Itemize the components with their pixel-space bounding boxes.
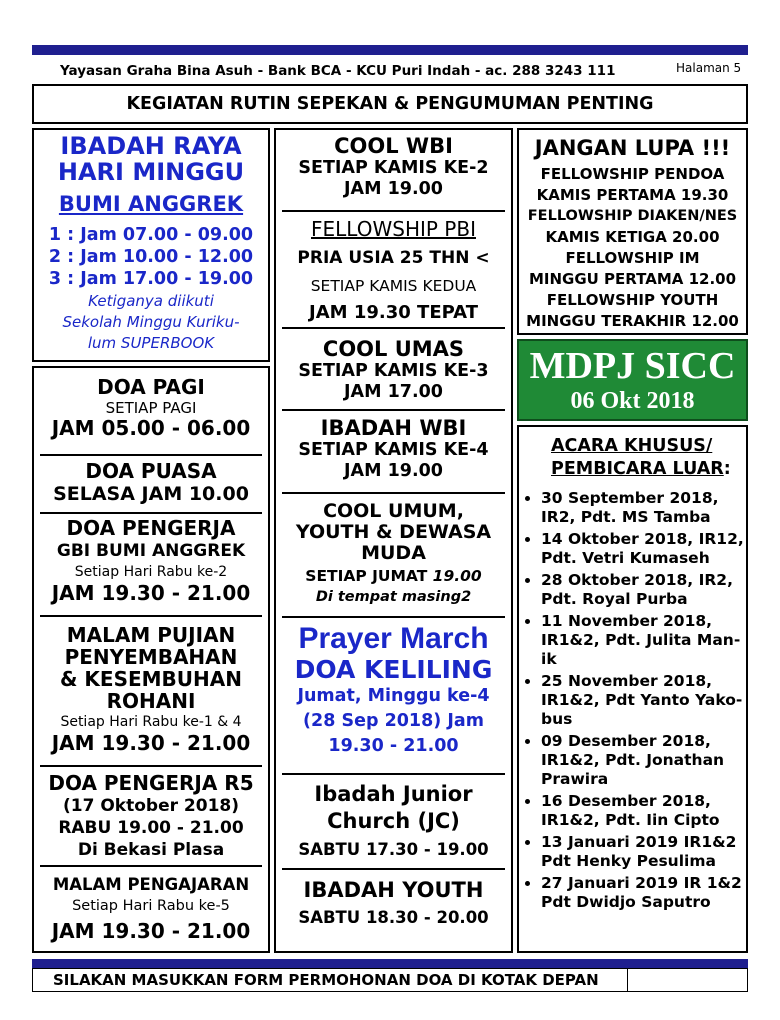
mdpj-date: 06 Okt 2018: [570, 388, 695, 414]
page-number: Halaman 5: [676, 61, 742, 75]
mdpj-banner: [517, 339, 748, 421]
malam-pujian-line2: PENYEMBAHAN: [64, 645, 238, 669]
jangan-lupa-box: [517, 128, 748, 335]
pengajaran-schedule: Setiap Hari Rabu ke-5: [72, 898, 230, 914]
acara-item: • 09 Desember 2018, IR1&2, Pdt. Jonathan Prawira: [541, 732, 745, 789]
cool-umum-time: 19.00: [432, 567, 482, 585]
org-bank-line: Yayasan Graha Bina Asuh - Bank BCA - KCU Puri Indah - ac. 288 3243 111: [60, 63, 616, 79]
footer-box: [32, 968, 748, 992]
doa-pengerja-time: JAM 19.30 - 21.00: [51, 581, 251, 605]
cool-umum-place: Di tempat masing2: [315, 589, 472, 605]
malam-pujian-line1: MALAM PUJIAN: [66, 623, 236, 647]
doa-r5-time: RABU 19.00 - 21.00: [58, 818, 244, 838]
page-title-text: KEGIATAN RUTIN SEPEKAN & PENGUMUMAN PENTING: [126, 94, 654, 114]
doa-pengerja: [34, 517, 268, 605]
cool-umum-line1: COOL UMUM,: [323, 500, 464, 522]
reminder-line-8: MINGGU TERAKHIR 12.00: [526, 312, 739, 330]
ibadah-raya-box: [32, 128, 270, 362]
prayer-march-line2: (28 Sep 2018) Jam: [303, 711, 484, 731]
cool-umas-schedule: SETIAP KAMIS KE-3: [298, 361, 489, 381]
ibadah-note-1: Ketiganya diikuti: [88, 292, 214, 310]
malam-pujian-line4: ROHANI: [106, 689, 196, 713]
cool-wbi-schedule: SETIAP KAMIS KE-2: [298, 158, 489, 178]
junior-line1: Ibadah Junior: [314, 782, 473, 806]
ibadah-session-2: 2 : Jam 10.00 - 12.00: [48, 247, 254, 267]
doa-r5-title: DOA PENGERJA R5: [48, 771, 254, 795]
mdpj-title: MDPJ SICC: [529, 345, 736, 387]
ibadah-youth: [276, 877, 511, 932]
doa-pagi-sub: SETIAP PAGI: [105, 399, 197, 417]
fellowship-pbi-time: JAM 19.30 TEPAT: [309, 302, 478, 323]
prayer-march: [276, 623, 511, 759]
doa-r5-date: (17 Oktober 2018): [63, 796, 239, 816]
doa-r5-place: Di Bekasi Plasa: [77, 840, 225, 860]
doa-pagi-time: JAM 05.00 - 06.00: [51, 416, 251, 440]
page-title: [32, 84, 748, 124]
doa-puasa-title: DOA PUASA: [85, 459, 217, 483]
acara-item: • 28 Oktober 2018, IR2, Pdt. Royal Purba: [541, 571, 745, 609]
pengajaran-title: MALAM PENGAJARAN: [52, 875, 250, 894]
youth-time: SABTU 18.30 - 20.00: [298, 908, 489, 927]
junior-line2: Church (JC): [327, 809, 460, 833]
acara-item: • 11 November 2018, IR1&2, Pdt. Julita Man-ik: [541, 612, 745, 669]
ibadah-session-3: 3 : Jam 17.00 - 19.00: [48, 269, 254, 289]
reminder-line-5: FELLOWSHIP IM: [565, 249, 700, 267]
cool-umum: [276, 501, 511, 606]
acara-colon: :: [723, 459, 731, 479]
ibadah-wbi-schedule: SETIAP KAMIS KE-4: [298, 440, 489, 460]
doa-pengerja-title: DOA PENGERJA: [66, 516, 236, 540]
reminder-line-4: KAMIS KETIGA 20.00: [545, 228, 720, 246]
prayer-march-title2: DOA KELILING: [294, 655, 493, 684]
reminder-line-1: FELLOWSHIP PENDOA: [540, 165, 725, 183]
doa-puasa: [34, 460, 268, 506]
ibadah-wbi-time: JAM 19.00: [344, 461, 443, 481]
ibadah-wbi-title: IBADAH WBI: [320, 416, 467, 440]
top-bar: [32, 45, 748, 55]
doa-pengerja-sub: GBI BUMI ANGGREK: [56, 541, 246, 561]
cool-umas-time: JAM 17.00: [344, 382, 443, 402]
malam-pujian-time: JAM 19.30 - 21.00: [51, 731, 251, 755]
cool-wbi-time: JAM 19.00: [344, 179, 443, 199]
reminder-line-2: KAMIS PERTAMA 19.30: [536, 186, 729, 204]
acara-item: • 13 Januari 2019 IR1&2 Pdt Henky Pesulima: [541, 833, 745, 871]
ibadah-wbi: [276, 416, 511, 482]
doa-puasa-time: SELASA JAM 10.00: [53, 483, 249, 505]
malam-pujian-schedule: Setiap Hari Rabu ke-1 & 4: [60, 714, 242, 730]
acara-item: • 16 Desember 2018, IR1&2, Pdt. Iin Cipto: [541, 792, 745, 830]
fellowship-pbi-title: FELLOWSHIP PBI: [311, 217, 476, 241]
ibadah-note-2: Sekolah Minggu Kuriku-: [62, 313, 240, 331]
reminder-line-6: MINGGU PERTAMA 12.00: [528, 270, 737, 288]
bottom-bar: [32, 959, 748, 968]
malam-pengajaran: [34, 874, 268, 945]
pengajaran-time: JAM 19.30 - 21.00: [51, 919, 251, 943]
youth-title: IBADAH YOUTH: [303, 878, 484, 902]
middle-schedule-box: [274, 128, 513, 953]
acara-item: • 27 Januari 2019 IR 1&2 Pdt Dwidjo Saputro: [541, 874, 745, 912]
cool-wbi-title: COOL WBI: [334, 134, 453, 158]
cool-umas-title: COOL UMAS: [322, 337, 465, 361]
fellowship-pbi-line1: PRIA USIA 25 THN <: [297, 248, 490, 268]
fellowship-pbi: [276, 216, 511, 326]
left-schedule-box: [32, 366, 270, 953]
ibadah-note-3: lum SUPERBOOK: [87, 334, 215, 352]
jangan-lupa-title: JANGAN LUPA !!!: [534, 136, 731, 160]
reminder-line-7: FELLOWSHIP YOUTH: [546, 291, 719, 309]
doa-pengerja-r5: [34, 772, 268, 861]
acara-list: [519, 489, 745, 912]
reminder-line-3: FELLOWSHIP DIAKEN/NES: [527, 208, 738, 224]
acara-item: • 25 November 2018, IR1&2, Pdt Yanto Yako-bus: [541, 672, 745, 729]
prayer-march-title1: Prayer March: [298, 622, 489, 655]
cool-umum-line2: YOUTH & DEWASA: [295, 521, 492, 543]
prayer-march-line1: Jumat, Minggu ke-4: [297, 686, 490, 706]
malam-pujian: [34, 624, 268, 755]
prayer-march-line3: 19.30 - 21.00: [328, 736, 459, 756]
footer-text: SILAKAN MASUKKAN FORM PERMOHONAN DOA DI KOTAK DEPAN: [53, 971, 599, 989]
cool-umum-line3: MUDA: [361, 542, 426, 564]
junior-time: SABTU 17.30 - 19.00: [298, 840, 489, 859]
acara-title2: PEMBICARA LUAR: [551, 459, 724, 479]
malam-pujian-line3: & KESEMBUHAN: [60, 667, 242, 691]
ibadah-raya-title2: HARI MINGGU: [57, 158, 245, 186]
cool-umas: [276, 337, 511, 403]
doa-pagi: [34, 376, 268, 440]
ibadah-raya-location: BUMI ANGGREK: [58, 192, 244, 216]
doa-pagi-title: DOA PAGI: [97, 375, 205, 399]
acara-title1: ACARA KHUSUS/: [551, 436, 713, 456]
acara-item: • 30 September 2018, IR2, Pdt. MS Tamba: [541, 489, 745, 527]
cool-wbi: [276, 134, 511, 200]
ibadah-session-1: 1 : Jam 07.00 - 09.00: [48, 225, 254, 245]
ibadah-junior: [276, 781, 511, 865]
acara-khusus-box: [517, 425, 748, 953]
fellowship-pbi-line2: SETIAP KAMIS KEDUA: [310, 277, 477, 295]
doa-pengerja-schedule: Setiap Hari Rabu ke-2: [74, 564, 228, 580]
ibadah-raya-title1: IBADAH RAYA: [60, 132, 242, 160]
cool-umum-schedule: SETIAP JUMAT: [305, 567, 433, 585]
acara-item: • 14 Oktober 2018, IR12, Pdt. Vetri Kumaseh: [541, 530, 745, 568]
